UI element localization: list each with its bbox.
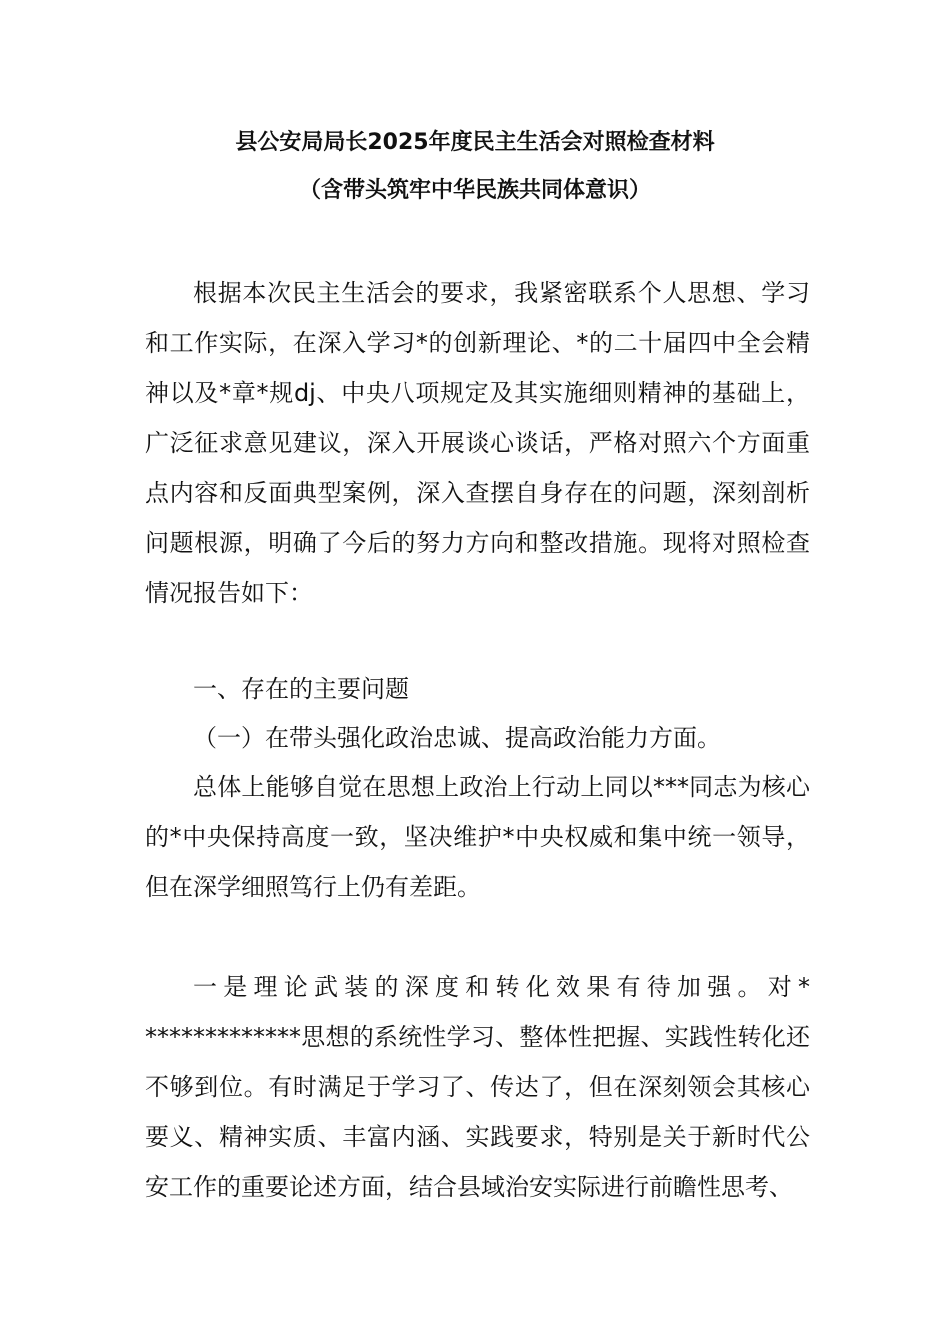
intro-paragraph: 根据本次民主生活会的要求，我紧密联系个人思想、学习和工作实际，在深入学习*的创新理论、*的二十届四中全会精神以及*章*规dj、中央八项规定及其实施细则精神的基础上，广泛征求意见建议，深入开展谈心谈话，严格对照六个方面重点内容和反面典型案例，深入查摆自身存在的问题，深刻剖析问题根源，明确了今后的努力方向和整改措施。现将对照检查情况报告如下： [145, 279, 810, 607]
point-body-text: **************思想的系统性学习、整体性把握、实践性转化还不够到位。有时满足于学习了、传达了，但在深刻领会其核心要义、精神实质、丰富内涵、实践要求，特别是关于新时代公安工作的重要论述方面，结合县域治安实际进行前瞻性思考、 [145, 973, 810, 1201]
section-heading: 一、存在的主要问题 [193, 675, 409, 703]
document-subtitle: （含带头筑牢中华民族共同体意识） [298, 178, 651, 203]
point-lead-text: 一是理论武装的深度和转化效果有待加强。对 [193, 973, 798, 1001]
subsection-heading: （一）在带头强化政治忠诚、提高政治能力方面。 [193, 724, 721, 752]
subsection-body-paragraph: 总体上能够自觉在思想上政治上行动上同以***同志为核心的*中央保持高度一致，坚决维护*中央权威和集中统一领导，但在深学细照笃行上仍有差距。 [145, 773, 810, 901]
point-paragraph [145, 962, 810, 1212]
document-title: 县公安局局长2025年度民主生活会对照检查材料 [235, 130, 715, 155]
